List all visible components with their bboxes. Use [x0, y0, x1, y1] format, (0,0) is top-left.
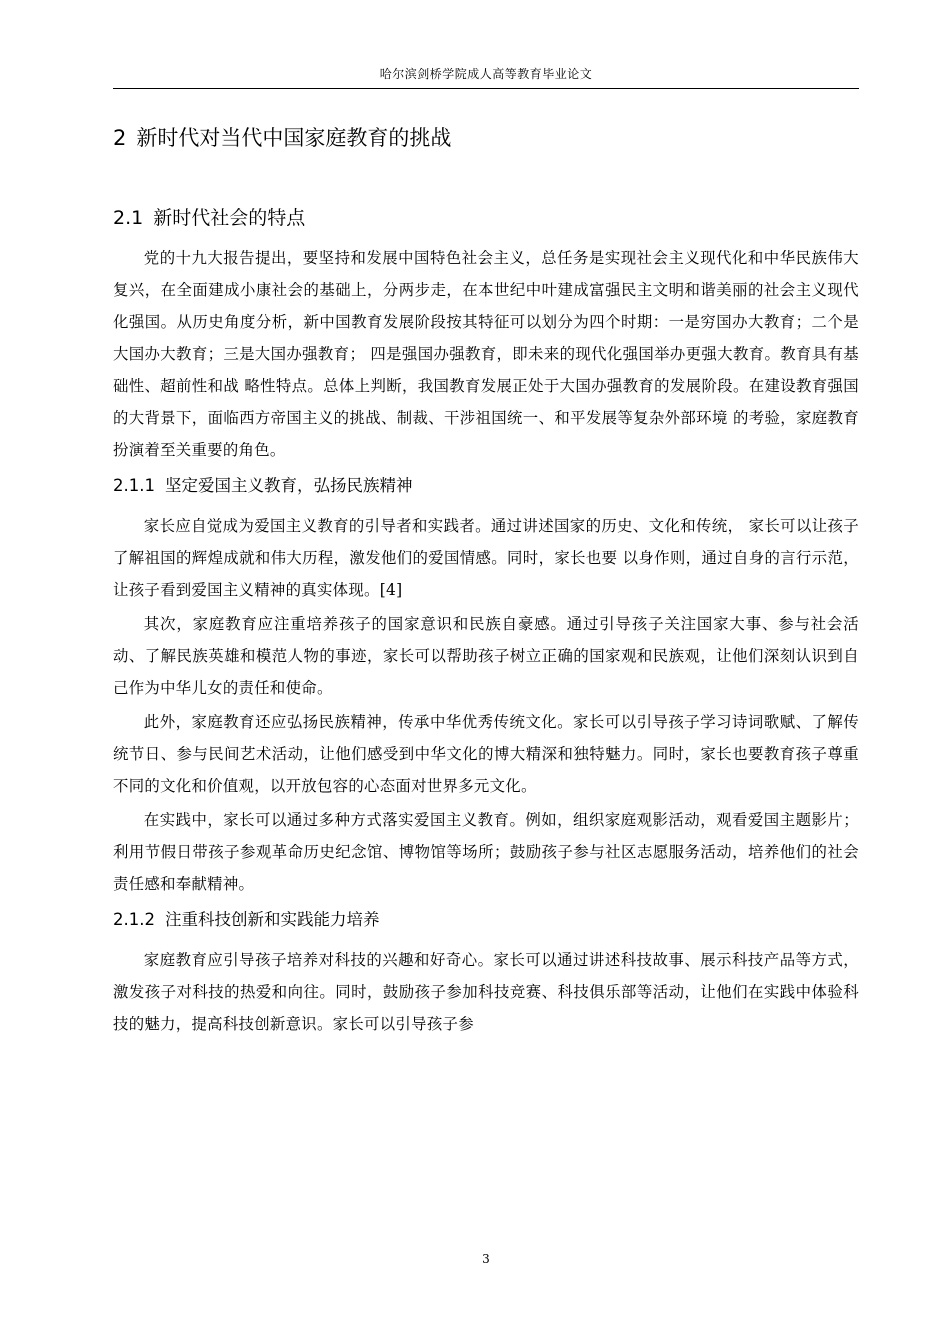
- page-number: 3: [482, 1252, 490, 1266]
- page-content: [113, 116, 859, 1042]
- body-paragraph: 此外，家庭教育还应弘扬民族精神，传承中华优秀传统文化。家长可以引导孩子学习诗词歌赋、了解传统节日、参与民间艺术活动，让他们感受到中华文化的博大精深和独特魅力。同时，家长也要教育孩子尊重不同的文化和价值观，以开放包容的心态面对世界多元文化。: [113, 713, 859, 795]
- section-title: 新时代社会的特点: [153, 207, 306, 229]
- header-rule: [113, 88, 859, 89]
- section-number: 2.1: [113, 207, 144, 229]
- body-paragraph: 在实践中，家长可以通过多种方式落实爱国主义教育。例如，组织家庭观影活动，观看爱国主题影片；利用节假日带孩子参观革命历史纪念馆、博物馆等场所；鼓励孩子参与社区志愿服务活动，培养他们的社会责任感和奉献精神。: [113, 811, 859, 893]
- chapter-heading: [113, 116, 859, 160]
- chapter-title: 新时代对当代中国家庭教育的挑战: [136, 126, 452, 150]
- subsection-title: 注重科技创新和实践能力培养: [164, 910, 380, 929]
- subsection-heading-2-1-2: [113, 904, 859, 936]
- subsection-number: 2.1.2: [113, 910, 155, 929]
- subsection-number: 2.1.1: [113, 476, 155, 495]
- body-paragraph: 其次，家庭教育应注重培养孩子的国家意识和民族自豪感。通过引导孩子关注国家大事、参与社会活动、了解民族英雄和模范人物的事迹，家长可以帮助孩子树立正确的国家观和民族观，让他们深刻认识到自己作为中华儿女的责任和使命。: [113, 615, 859, 697]
- chapter-number: 2: [113, 126, 127, 150]
- subsection-heading-2-1-1: [113, 470, 859, 502]
- body-paragraph: 党的十九大报告提出，要坚持和发展中国特色社会主义，总任务是实现社会主义现代化和中华民族伟大复兴，在全面建成小康社会的基础上，分两步走，在本世纪中叶建成富强民主文明和谐美丽的社会主义现代化强国。从历史角度分析，新中国教育发展阶段按其特征可以划分为四个时期：一是穷国办大教育；二个是大国办大教育；三是大国办强教育； 四是强国办强教育，即未来的现代化强国举办更强大教育。教育具有基础性、超前性和战 略性特点。总体上判断，我国教育发展正处于大国办强教育的发展阶段。在建设教育强国 的大背景下，面临西方帝国主义的挑战、制裁、干涉祖国统一、和平发展等复杂外部环境 的考验，家庭教育扮演着至关重要的角色。: [113, 249, 859, 459]
- body-paragraph: 家长应自觉成为爱国主义教育的引导者和实践者。通过讲述国家的历史、文化和传统， 家长可以让孩子了解祖国的辉煌成就和伟大历程，激发他们的爱国情感。同时，家长也要 以身作则，通过自身的言行示范，让孩子看到爱国主义精神的真实体现。[4]: [113, 517, 859, 599]
- running-header: 哈尔滨剑桥学院成人高等教育毕业论文: [379, 67, 593, 81]
- body-paragraph: 家庭教育应引导孩子培养对科技的兴趣和好奇心。家长可以通过讲述科技故事、展示科技产品等方式，激发孩子对科技的热爱和向往。同时，鼓励孩子参加科技竞赛、科技俱乐部等活动，让他们在实践中体验科技的魅力，提高科技创新意识。家长可以引导孩子参: [113, 951, 859, 1033]
- section-heading-2-1: [113, 200, 859, 236]
- subsection-title: 坚定爱国主义教育，弘扬民族精神: [164, 476, 413, 495]
